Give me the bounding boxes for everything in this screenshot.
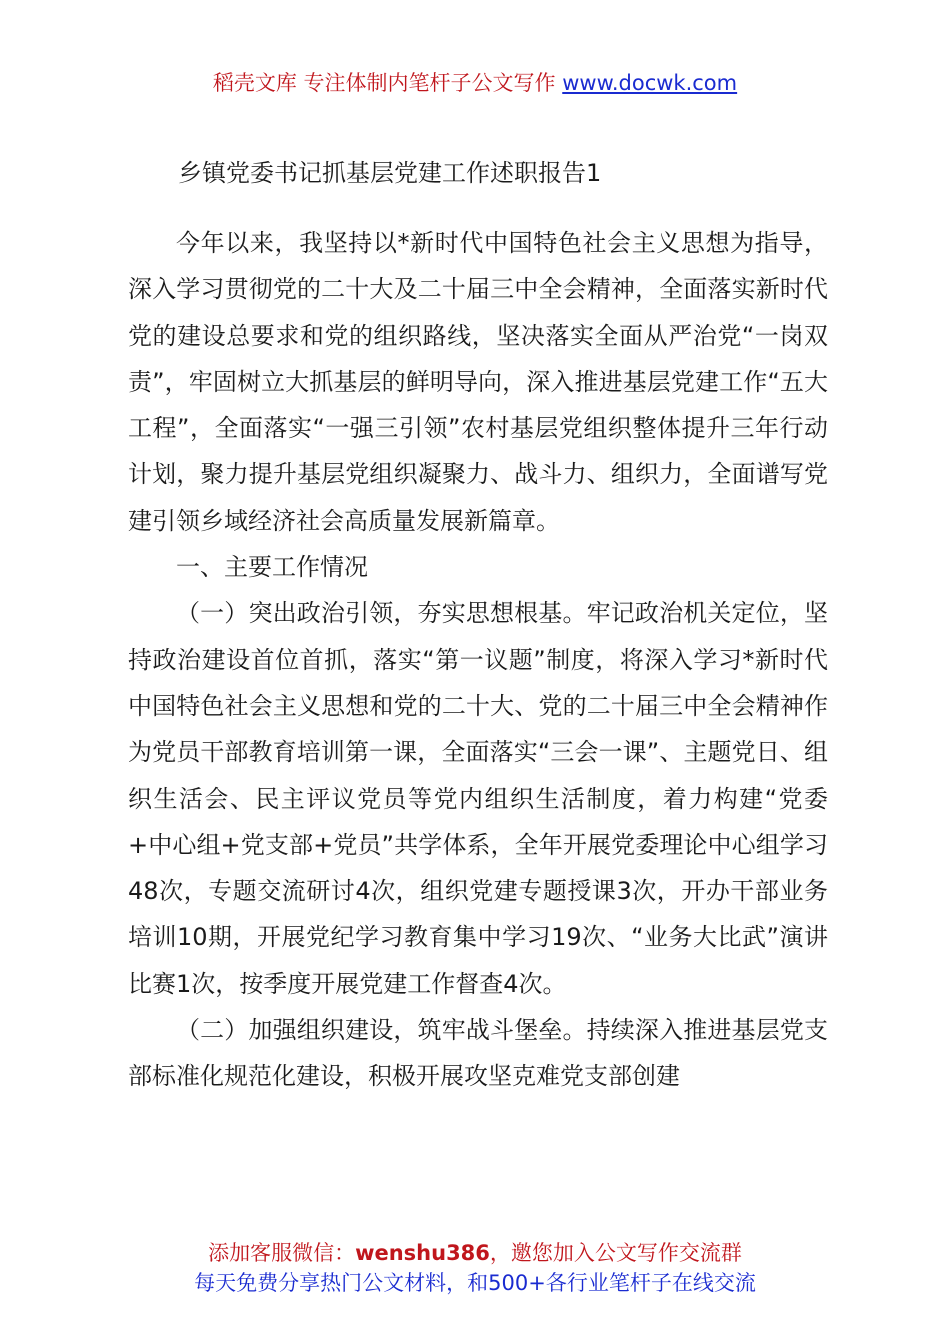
footer-contact-prefix: 添加客服微信： <box>208 1241 356 1265</box>
watermark-header <box>0 68 950 98</box>
section-heading-main-work: 一、主要工作情况 <box>176 553 368 582</box>
body-paragraph-intro: 今年以来，我坚持以*新时代中国特色社会主义思想为指导，深入学习贯彻党的二十大及二十届三中全会精神，全面落实新时代党的建设总要求和党的组织路线，坚决落实全面从严治党“一岗双责”，牢固树立大抓基层的鲜明导向，深入推进基层党建工作“五大工程”，全面落实“一强三引领”农村基层党组织整体提升三年行动计划，聚力提升基层党组织凝聚力、战斗力、组织力，全面谱写党建引领乡域经济社会高质量发展新篇章。 <box>128 229 828 535</box>
body-paragraph-political-guidance: （一）突出政治引领，夯实思想根基。牢记政治机关定位，坚持政治建设首位首抓，落实“第一议题”制度，将深入学习*新时代中国特色社会主义思想和党的二十大、党的二十届三中全会精神作为党员干部教育培训第一课，全面落实“三会一课”、主题党日、组织生活会、民主评议党员等党内组织生活制度，着力构建“党委+中心组+党支部+党员”共学体系，全年开展党委理论中心组学习48次，专题交流研讨4次，组织党建专题授课3次，开办干部业务培训10期，开展党纪学习教育集中学习19次、“业务大比武”演讲比赛1次，按季度开展党建工作督查4次。 <box>128 599 828 998</box>
body-paragraph-organization-building: （二）加强组织建设，筑牢战斗堡垒。持续深入推进基层党支部标准化规范化建设，积极开展攻坚克难党支部创建 <box>128 1016 828 1091</box>
footer-promo-line: 每天免费分享热门公文材料，和500+各行业笔杆子在线交流 <box>194 1271 756 1295</box>
footer-wechat-id: wenshu386 <box>355 1241 490 1265</box>
header-brand-text: 稻壳文库 专注体制内笔杆子公文写作 <box>212 71 556 95</box>
document-body <box>128 220 828 1100</box>
header-website-link[interactable]: www.docwk.com <box>562 71 738 95</box>
footer-contact-line <box>0 1238 950 1268</box>
watermark-footer <box>0 1238 950 1298</box>
document-title: 乡镇党委书记抓基层党建工作述职报告1 <box>178 159 602 187</box>
footer-contact-suffix: ，邀您加入公文写作交流群 <box>489 1241 742 1265</box>
